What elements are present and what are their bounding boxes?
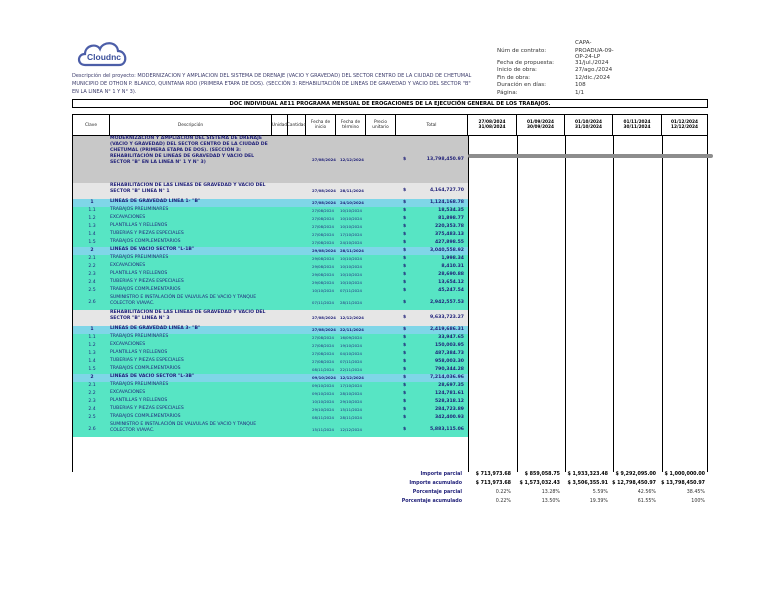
- row-end-date: 17/10/2024: [340, 232, 362, 237]
- row-total: 220,353.78: [434, 224, 464, 229]
- row-end-date: 07/11/2024: [340, 359, 362, 364]
- table-row: [73, 223, 468, 231]
- summary-value: $ 1,000,000.00: [664, 472, 705, 477]
- table-row: [73, 271, 468, 279]
- row-end-date: 10/10/2024: [340, 208, 362, 213]
- table-row: [73, 390, 468, 398]
- row-end-date: 29/10/2024: [340, 399, 362, 404]
- row-start-date: 27/08/2024: [312, 335, 334, 340]
- row-end-date: 28/11/2024: [340, 415, 362, 420]
- row-total: 28,690.88: [438, 272, 464, 277]
- summary-value: 19.39%: [589, 499, 608, 504]
- table-row: [73, 207, 468, 215]
- summary-value: $ 3,506,355.91: [567, 481, 608, 486]
- summary-label: Porcentaje acumulado: [401, 499, 462, 504]
- row-currency: $: [403, 232, 407, 237]
- table-row: [73, 358, 468, 366]
- row-currency: $: [403, 264, 407, 269]
- row-description: EXCAVACIONES: [110, 215, 146, 220]
- row-total: 2,419,686.31: [429, 327, 464, 332]
- row-description: TRABAJOS COMPLEMENTARIOS: [110, 239, 181, 244]
- row-end-date: 10/10/2024: [340, 216, 362, 221]
- row-end-date: 22/11/2024: [340, 327, 364, 332]
- col-descripcion: Descripción: [110, 115, 272, 135]
- summary-value: $ 9,292,095.00: [615, 472, 656, 477]
- summary-value: 100%: [691, 499, 705, 504]
- row-start-date: 27/08/2024: [312, 208, 334, 213]
- row-currency: $: [403, 216, 407, 221]
- contract-value: 108: [575, 82, 586, 89]
- summary-value: $ 12,798,450.97: [612, 481, 656, 486]
- row-currency: $: [403, 359, 407, 364]
- row-currency: $: [403, 351, 407, 356]
- row-currency: $: [403, 288, 407, 293]
- row-description: TUBERIAS Y PIEZAS ESPECIALES: [110, 231, 184, 236]
- row-start-date: 27/08/2024: [312, 200, 336, 205]
- contract-label: Duración en días:: [497, 82, 547, 89]
- contract-label: Núm de contrato:: [497, 47, 547, 54]
- row-currency: $: [403, 248, 407, 253]
- row-total: 1,998.34: [441, 256, 464, 261]
- contract-row: [497, 67, 615, 75]
- row-total: 1,124,168.78: [429, 200, 464, 205]
- row-clave: 2.1: [88, 256, 96, 261]
- row-total: 284,723.89: [434, 407, 464, 412]
- contract-value: 27/ago./2024: [575, 67, 613, 74]
- table-row: [73, 295, 468, 310]
- table-row: [73, 398, 468, 406]
- contract-value: PROADUA-09-OP-24-LP: [575, 47, 614, 60]
- row-description: REHABILITACION DE LAS LINEAS DE GRAVEDAD Y VACIO DEL SECTOR "B" LINEA N° 3: [110, 310, 266, 321]
- row-currency: $: [403, 224, 407, 229]
- table-body: [72, 136, 708, 472]
- row-description: LINEAS DE GRAVEDAD LINEA 3- "B": [110, 326, 201, 331]
- table-row: [73, 231, 468, 239]
- row-description: TUBERIAS Y PIEZAS ESPECIALES: [110, 358, 184, 363]
- row-description: TRABAJOS PRELIMINARES: [110, 255, 169, 260]
- contract-value: 1/1: [575, 89, 585, 96]
- row-start-date: 09/10/2024: [312, 375, 336, 380]
- row-currency: $: [403, 335, 407, 340]
- table-header: [72, 114, 708, 136]
- row-clave: 1.5: [88, 367, 96, 372]
- row-start-date: 29/08/2024: [312, 272, 334, 277]
- row-start-date: 08/11/2024: [312, 415, 334, 420]
- row-currency: $: [403, 367, 407, 372]
- row-description: TRABAJOS COMPLEMENTARIOS: [110, 366, 181, 371]
- row-start-date: 10/10/2024: [312, 399, 334, 404]
- row-total: 81,898.77: [438, 216, 464, 221]
- row-total: 9,633,723.27: [429, 315, 464, 320]
- row-total: 18,534.35: [438, 208, 464, 213]
- row-total: 5,883,115.06: [429, 426, 464, 432]
- row-start-date: 29/08/2024: [312, 280, 334, 285]
- row-total: 7,214,036.96: [429, 375, 464, 380]
- row-currency: $: [403, 280, 407, 285]
- contract-value: 31/jul./2024: [575, 59, 609, 66]
- contract-row: [497, 60, 615, 68]
- table-row: [73, 382, 468, 390]
- row-description: PLANTILLAS Y RELLENOS: [110, 223, 168, 228]
- row-description: REHABILITACION DE LAS LINEAS DE GRAVEDAD Y VACIO DEL SECTOR "B" LINEA N° 1: [110, 183, 266, 194]
- contract-label: Página:: [497, 89, 518, 96]
- row-description: LINEAS DE VACIO SECTOR "L-3B": [110, 374, 195, 379]
- row-total: 958,003.30: [434, 359, 464, 364]
- row-description: EXCAVACIONES: [110, 263, 146, 268]
- row-start-date: 15/11/2024: [312, 426, 334, 432]
- row-clave: 2.3: [88, 272, 96, 277]
- gantt-bar: [468, 154, 713, 158]
- summary-label: Porcentaje parcial: [412, 490, 462, 495]
- col-unidad: Unidad: [272, 115, 288, 135]
- row-start-date: 29/08/2024: [312, 248, 336, 253]
- row-end-date: 15/11/2024: [340, 407, 362, 412]
- row-end-date: 10/10/2024: [340, 264, 362, 269]
- table-row: [73, 334, 468, 342]
- row-end-date: 10/10/2024: [340, 280, 362, 285]
- summary-value: 61.55%: [637, 499, 656, 504]
- table-row: [73, 255, 468, 263]
- row-total: 487,384.73: [434, 351, 464, 356]
- col-period-4: 01/11/2024 30/11/2024: [613, 115, 662, 135]
- row-start-date: 07/11/2024: [312, 299, 334, 305]
- row-clave: 2.6: [88, 299, 96, 305]
- row-end-date: 04/10/2024: [340, 351, 362, 356]
- row-end-date: 24/10/2024: [340, 200, 364, 205]
- row-start-date: 08/11/2024: [312, 367, 334, 372]
- contract-row: [497, 48, 615, 60]
- table-row: [73, 199, 468, 207]
- row-total: 28,697.35: [438, 383, 464, 388]
- summary-value: $ 713,973.68: [475, 481, 511, 486]
- row-total: 528,318.12: [434, 399, 464, 404]
- row-start-date: 27/08/2024: [312, 224, 334, 229]
- row-currency: $: [403, 315, 407, 320]
- row-currency: $: [403, 156, 407, 162]
- row-description: SUMINISTRO E INSTALACIÓN DE VALVULAS DE VACIO Y TANQUE COLECTOR VIAVAC.: [110, 422, 257, 433]
- row-start-date: 27/08/2024: [312, 232, 334, 237]
- row-description: TRABAJOS PRELIMINARES: [110, 334, 169, 339]
- row-description: TUBERIAS Y PIEZAS ESPECIALES: [110, 279, 184, 284]
- col-period-3: 01/10/2024 31/10/2024: [565, 115, 613, 135]
- row-description: TRABAJOS PRELIMINARES: [110, 207, 169, 212]
- contract-row: [497, 90, 615, 98]
- col-precio-unitario: Precio unitario: [366, 115, 396, 135]
- row-clave: 1: [90, 327, 94, 332]
- row-start-date: 10/10/2024: [312, 288, 334, 293]
- row-start-date: 27/08/2024: [312, 315, 336, 320]
- table-row: [73, 310, 468, 326]
- summary-value: 5.59%: [592, 490, 608, 495]
- row-description: PLANTILLAS Y RELLENOS: [110, 271, 168, 276]
- table-row: [73, 342, 468, 350]
- row-total: 790,344.28: [434, 367, 464, 372]
- row-clave: 1.3: [88, 351, 96, 356]
- summary-value: 0.22%: [495, 490, 511, 495]
- contract-label: [497, 40, 575, 48]
- row-clave: 2: [90, 375, 94, 380]
- row-description: PLANTILLAS Y RELLENOS: [110, 398, 168, 403]
- row-total: 4,164,727.70: [429, 188, 464, 193]
- row-end-date: 16/09/2024: [340, 335, 362, 340]
- row-end-date: 28/11/2024: [340, 188, 364, 193]
- row-end-date: 07/11/2024: [340, 288, 362, 293]
- row-description: SUMINISTRO E INSTALACIÓN DE VALVULAS DE VACIO Y TANQUE COLECTOR VIAVAC.: [110, 295, 257, 306]
- summary-value: 42.56%: [637, 490, 656, 495]
- row-end-date: 22/11/2024: [340, 367, 362, 372]
- row-end-date: 10/10/2024: [340, 224, 362, 229]
- col-clave: Clave: [73, 115, 110, 135]
- row-start-date: 27/08/2024: [312, 216, 334, 221]
- summary-value: $ 713,973.68: [475, 472, 511, 477]
- row-end-date: 28/10/2024: [340, 391, 362, 396]
- row-clave: 1.1: [88, 335, 96, 340]
- row-currency: $: [403, 200, 407, 205]
- row-end-date: 10/10/2024: [340, 256, 362, 261]
- table-row: [73, 239, 468, 247]
- row-start-date: 29/08/2024: [312, 256, 334, 261]
- row-total: 13,798,450.97: [426, 156, 464, 162]
- project-description: Descripción del proyecto: MODERNIZACION Y AMPLIACION DEL SISTEMA DE DRENAJE (VACIO Y GRAVEDAD) DEL SECTOR CENTRO DE LA CIUDAD DE CHETUMAL MUNICIPIO DE OTHON P. BLANCO, QUINTANA ROO (PRIMERA ETAPA DE DOS). (SECCIÓN 3: REHABILITACIÓN DE LINEAS DE GRAVEDAD Y VACIO DEL SECTOR "B" EN LA LINEA N° 1 Y N° 3).: [72, 73, 472, 95]
- row-currency: $: [403, 240, 407, 245]
- row-end-date: 28/11/2024: [340, 248, 364, 253]
- table-row: [73, 183, 468, 199]
- table-row: [73, 374, 468, 382]
- row-total: 8,410.31: [441, 264, 464, 269]
- row-clave: 2.5: [88, 288, 96, 293]
- row-start-date: 27/08/2024: [312, 188, 336, 193]
- row-clave: 2.2: [88, 391, 96, 396]
- row-clave: 1.3: [88, 224, 96, 229]
- document-title: DOC INDIVIDUAL AE11 PROGRAMA MENSUAL DE EROGACIONES DE LA EJECUCIÓN GENERAL DE LOS TRABAJOS.: [72, 99, 708, 108]
- row-currency: $: [403, 375, 407, 380]
- row-total: 427,898.55: [434, 240, 464, 245]
- row-end-date: 12/12/2024: [340, 156, 364, 162]
- row-clave: 2.6: [88, 426, 96, 432]
- row-description: TRABAJOS COMPLEMENTARIOS: [110, 414, 181, 419]
- contract-info: [497, 40, 615, 98]
- row-end-date: 12/12/2024: [340, 426, 362, 432]
- contract-label: Fin de obra:: [497, 74, 531, 81]
- row-currency: $: [403, 343, 407, 348]
- row-end-date: 10/10/2024: [340, 272, 362, 277]
- summary-value: $ 1,573,032.43: [519, 481, 560, 486]
- table-row: [73, 326, 468, 334]
- row-currency: $: [403, 391, 407, 396]
- row-end-date: 28/11/2024: [340, 299, 362, 305]
- summary-label: Importe parcial: [420, 472, 462, 477]
- col-cantidad: Cantidad: [288, 115, 306, 135]
- table-row: [73, 414, 468, 422]
- summary-value: 0.22%: [495, 499, 511, 504]
- table-row: [73, 287, 468, 295]
- col-total: Total: [396, 115, 468, 135]
- row-description: TRABAJOS COMPLEMENTARIOS: [110, 287, 181, 292]
- row-start-date: 09/10/2024: [312, 383, 334, 388]
- col-period-5: 01/12/2024 12/12/2024: [670, 120, 699, 130]
- table-row: [73, 215, 468, 223]
- summary-value: 13.28%: [541, 490, 560, 495]
- row-currency: $: [403, 272, 407, 277]
- logo-text: Cloudnc: [87, 52, 121, 62]
- row-start-date: 09/10/2024: [312, 391, 334, 396]
- row-description: TRABAJOS PRELIMINARES: [110, 382, 169, 387]
- row-total: 45,247.54: [438, 288, 464, 293]
- row-clave: 2.2: [88, 264, 96, 269]
- contract-row: [497, 82, 615, 90]
- row-total: 124,781.61: [434, 391, 464, 396]
- summary-label: Importe acumulado: [409, 481, 462, 486]
- row-description: EXCAVACIONES: [110, 390, 146, 395]
- row-clave: 1.2: [88, 343, 96, 348]
- row-description: MODERNIZACION Y AMPLIACION DEL SISTEMA DE DRENAJE (VACIO Y GRAVEDAD) DEL SECTOR CENTRO DE LA CIUDAD DE CHETUMAL (PRIMERA ETAPA DE DOS). (SECCIÓN 3: REHABILITACIÓN DE LINEAS DE GRAVEDAD Y VACIO DEL SECTOR "B" EN LA LINEA N° 1 Y N° 3): [110, 136, 268, 165]
- row-description: EXCAVACIONES: [110, 342, 146, 347]
- col-fecha-inicio: Fecha de inicio: [306, 115, 336, 135]
- row-description: TUBERIAS Y PIEZAS ESPECIALES: [110, 406, 184, 411]
- row-start-date: 27/08/2024: [312, 359, 334, 364]
- table-row: [73, 366, 468, 374]
- contract-value: CAPA-: [575, 40, 592, 46]
- summary-value: 38.45%: [686, 490, 705, 495]
- row-end-date: 24/10/2024: [340, 240, 362, 245]
- row-start-date: 27/08/2024: [312, 351, 334, 356]
- summary-value: $ 13,798,450.97: [661, 481, 705, 486]
- row-start-date: 27/08/2024: [312, 327, 336, 332]
- row-clave: 1.2: [88, 216, 96, 221]
- row-clave: 2.1: [88, 383, 96, 388]
- row-description: LINEAS DE GRAVEDAD LINEA 1- "B": [110, 199, 201, 204]
- row-clave: 2.3: [88, 399, 96, 404]
- row-total: 375,483.13: [434, 232, 464, 237]
- row-clave: 1.4: [88, 359, 96, 364]
- col-period-2: 01/09/2024 30/09/2024: [517, 115, 565, 135]
- row-currency: $: [403, 299, 407, 305]
- contract-row: [497, 40, 615, 48]
- row-clave: 1.5: [88, 240, 96, 245]
- row-start-date: 29/10/2024: [312, 407, 334, 412]
- summary-value: $ 1,933,323.48: [567, 472, 608, 477]
- row-currency: $: [403, 256, 407, 261]
- row-clave: 1: [90, 200, 94, 205]
- table-row: [73, 136, 468, 183]
- row-total: 3,040,558.92: [429, 248, 464, 253]
- table-row: [73, 422, 468, 437]
- row-end-date: 17/10/2024: [340, 383, 362, 388]
- row-currency: $: [403, 188, 407, 193]
- row-clave: 2.4: [88, 280, 96, 285]
- row-total: 150,003.95: [434, 343, 464, 348]
- row-end-date: 19/10/2024: [340, 343, 362, 348]
- summary-value: $ 859,058.75: [524, 472, 560, 477]
- row-currency: $: [403, 399, 407, 404]
- summary-value: 13.50%: [541, 499, 560, 504]
- row-clave: 2.4: [88, 407, 96, 412]
- row-start-date: 27/08/2024: [312, 240, 334, 245]
- row-start-date: 29/08/2024: [312, 264, 334, 269]
- row-total: 33,947.65: [438, 335, 464, 340]
- row-total: 342,400.93: [434, 415, 464, 420]
- row-end-date: 12/12/2024: [340, 375, 364, 380]
- contract-label: Inicio de obra:: [497, 67, 537, 74]
- row-description: LINEAS DE VACIO SECTOR "L-1B": [110, 247, 195, 252]
- row-currency: $: [403, 426, 407, 432]
- table-row: [73, 406, 468, 414]
- row-currency: $: [403, 208, 407, 213]
- row-clave: 2.5: [88, 415, 96, 420]
- row-currency: $: [403, 407, 407, 412]
- row-end-date: 12/12/2024: [340, 315, 364, 320]
- row-clave: 1.4: [88, 232, 96, 237]
- contract-value: 12/dic./2024: [575, 74, 611, 81]
- row-total: 2,942,557.53: [429, 299, 464, 305]
- table-row: [73, 350, 468, 358]
- contract-label: Fecha de propuesta:: [497, 59, 555, 66]
- row-currency: $: [403, 383, 407, 388]
- row-description: PLANTILLAS Y RELLENOS: [110, 350, 168, 355]
- row-currency: $: [403, 415, 407, 420]
- row-clave: 2: [90, 248, 94, 253]
- row-currency: $: [403, 327, 407, 332]
- row-clave: 1.1: [88, 208, 96, 213]
- table-row: [73, 279, 468, 287]
- table-row: [73, 247, 468, 255]
- table-row: [73, 263, 468, 271]
- col-fecha-termino: Fecha de término: [336, 115, 366, 135]
- col-period-1: 27/08/2024 31/08/2024: [468, 115, 517, 135]
- row-start-date: 27/08/2024: [312, 343, 334, 348]
- row-start-date: 27/08/2024: [312, 156, 336, 162]
- company-logo: [75, 37, 131, 71]
- row-total: 13,654.12: [438, 280, 464, 285]
